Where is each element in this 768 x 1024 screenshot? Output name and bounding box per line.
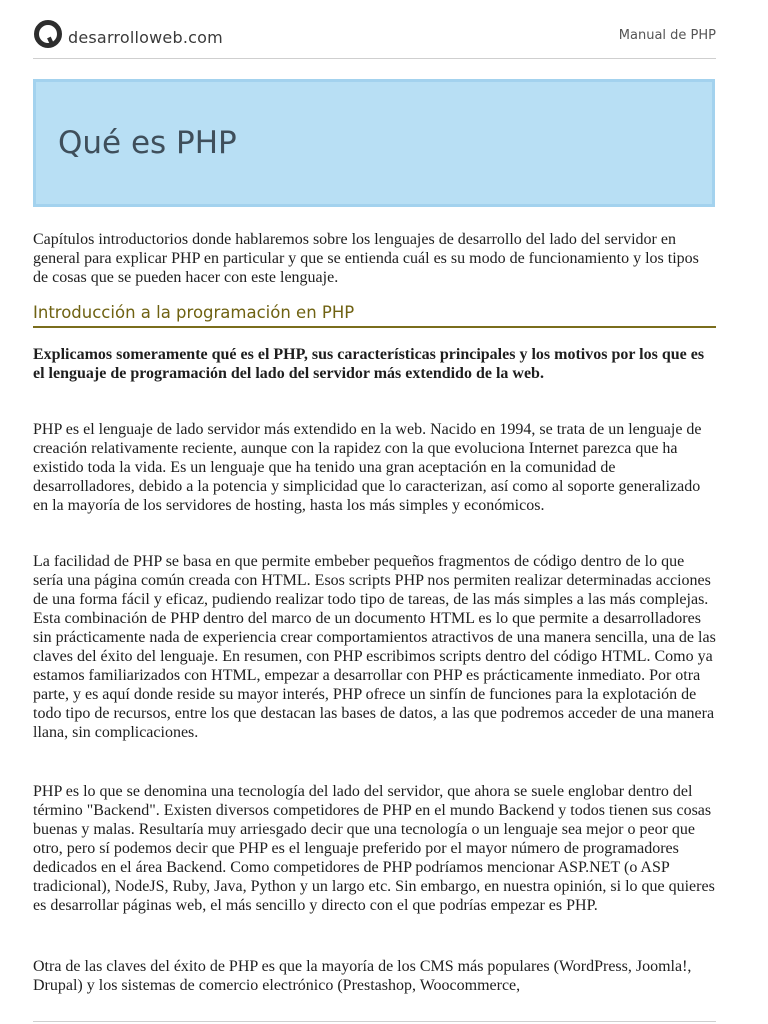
chapter-intro: Capítulos introductorios donde hablaremos sobre los lenguajes de desarrollo del lado del servidor en general para explicar PHP en particular y que se entienda cuál es su modo de funcionamiento y los tipos de cosas que se pueden hacer con este lenguaje.	[33, 231, 699, 286]
section-heading: Introducción a la programación en PHP	[33, 303, 716, 328]
body-paragraph: PHP es lo que se denomina una tecnología del lado del servidor, que ahora se suele englobar dentro del término "Backend". Existen diversos competidores de PHP en el mundo Backend y todos tienen sus cosas buenas y malas. Resultaría muy arriesgado decir que una tecnología o un lenguaje sea mejor o peor que otro, pero sí podemos decir que PHP es el lenguaje preferido por el mayor número de programadores dedicados en el área Backend. Como competidores de PHP podríamos mencionar ASP.NET (o ASP tradicional), NodeJS, Ruby, Java, Python y un largo etc. Sin embargo, en nuestra opinión, si lo que quieres es desarrollar páginas web, el más sencillo y directo con el que podrías empezar es PHP.	[33, 783, 715, 914]
site-logo[interactable]	[33, 16, 223, 52]
body-paragraph: Otra de las claves del éxito de PHP es que la mayoría de los CMS más populares (WordPress, Joomla!, Drupal) y los sistemas de comercio electrónico (Prestashop, Woocommerce,	[33, 958, 692, 994]
section-lead: Explicamos someramente qué es el PHP, sus características principales y los motivos por los que es el lenguaje de programación del lado del servidor más extendido de la web.	[33, 346, 705, 382]
footer-divider	[33, 1021, 716, 1022]
chapter-title: Qué es PHP	[58, 125, 237, 161]
body-paragraph: La facilidad de PHP se basa en que permite embeber pequeños fragmentos de código dentro de lo que sería una página común creada con HTML. Esos scripts PHP nos permiten realizar determinadas acciones de una forma fácil y eficaz, pudiendo realizar todo tipo de tareas, de las más simples a las más complejas. Esta combinación de PHP dentro del marco de un documento HTML es lo que permite a desarrolladores sin prácticamente nada de experiencia crear comportamientos atractivos de una manera sencilla, una de las claves del éxito del lenguaje. En resumen, con PHP escribimos scripts dentro del código HTML. Como ya estamos familiarizados con HTML, empezar a desarrollar con PHP es prácticamente inmediato. Por otra parte, y es aquí donde reside su mayor interés, PHP ofrece un sinfín de funciones para la explotación de todo tipo de recursos, entre los que destacan las bases de datos, a las que podremos acceder de una manera llana, sin complicaciones.	[33, 553, 716, 741]
body-paragraph: PHP es el lenguaje de lado servidor más extendido en la web. Nacido en 1994, se trata de un lenguaje de creación relativamente reciente, aunque con la rapidez con la que evoluciona Internet parezca que ha existido toda la vida. Es un lenguaje que ha tenido una gran aceptación en la comunidad de desarrolladores, debido a la potencia y simplicidad que lo caracterizan, así como al soporte generalizado en la mayoría de los servidores de hosting, hasta los más simples y económicos.	[33, 421, 702, 514]
page-header	[33, 14, 716, 59]
ring-logo-icon	[33, 19, 63, 49]
chapter-banner	[33, 79, 715, 207]
logo-text: desarrolloweb.com	[68, 27, 223, 47]
manual-title: Manual de PHP	[618, 28, 716, 43]
